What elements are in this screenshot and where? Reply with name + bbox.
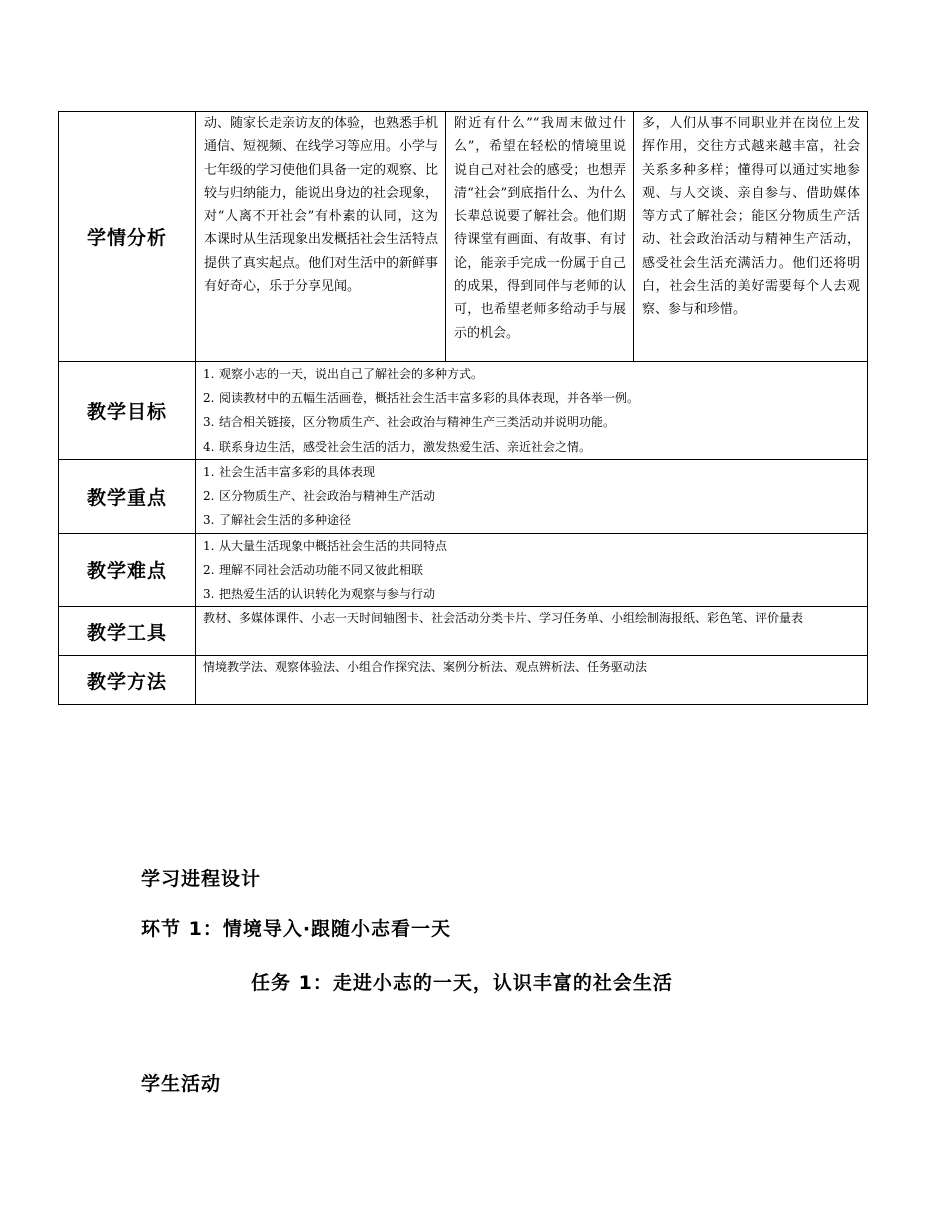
row-key-points — [59, 460, 868, 534]
row-teaching-methods — [59, 656, 868, 705]
key-points-cell — [196, 460, 868, 534]
list-item: 3. 了解社会生活的多种途径 — [203, 513, 352, 528]
tools-cell: 教材、多媒体课件、小志一天时间轴图卡、社会活动分类卡片、学习任务单、小组绘制海报纸、彩色笔、评价量表 — [196, 607, 868, 656]
analysis-cell-3: 多，人们从事不同职业并在岗位上发挥作用，交往方式越来越丰富，社会关系多种多样；懂得可以通过实地参观、与人交谈、亲自参与、借助媒体等方式了解社会；能区分物质生产活动、社会政治活动与精神生产活动，感受社会生活充满活力。他们还将明白，社会生活的美好需要每个人去观察、参与和珍惜。 — [634, 112, 868, 362]
difficulties-cell — [196, 533, 868, 607]
list-item: 2. 理解不同社会活动功能不同又彼此相联 — [203, 562, 424, 577]
row-label: 学情分析 — [59, 112, 196, 362]
list-item: 3. 结合相关链接，区分物质生产、社会政治与精神生产三类活动并说明功能。 — [203, 415, 616, 430]
row-teaching-tools — [59, 607, 868, 656]
list-item: 3. 把热爱生活的认识转化为观察与参与行动 — [203, 587, 436, 602]
list-item: 1. 从大量生活现象中概括社会生活的共同特点 — [203, 538, 448, 553]
task-heading: 任务 1：走进小志的一天，认识丰富的社会生活 — [251, 972, 673, 994]
methods-cell: 情境教学法、观察体验法、小组合作探究法、案例分析法、观点辨析法、任务驱动法 — [196, 656, 868, 705]
row-label: 教学方法 — [59, 656, 196, 705]
stage-heading: 环节 1：情境导入·跟随小志看一天 — [141, 918, 452, 940]
row-learner-analysis — [59, 112, 868, 362]
lesson-plan-table — [58, 111, 868, 705]
row-label: 教学目标 — [59, 362, 196, 460]
student-activity-heading: 学生活动 — [141, 1073, 222, 1095]
list-item: 4. 联系身边生活，感受社会生活的活力，激发热爱生活、亲近社会之情。 — [203, 439, 592, 454]
analysis-cell-1: 动、随家长走亲访友的体验，也熟悉手机通信、短视频、在线学习等应用。小学与七年级的学习使他们具备一定的观察、比较与归纳能力，能说出身边的社会现象，对“人离不开社会”有朴素的认同，这为本课时从生活现象出发概括社会生活特点提供了真实起点。他们对生活中的新鲜事有好奇心，乐于分享见闻。 — [196, 112, 446, 362]
row-label: 教学难点 — [59, 533, 196, 607]
section-heading-design: 学习进程设计 — [141, 868, 262, 890]
row-difficulties — [59, 533, 868, 607]
analysis-cell-2: 附近有什么”“我周末做过什么”，希望在轻松的情境里说说自己对社会的感受；也想弄清“社会”到底指什么、为什么长辈总说要了解社会。他们期待课堂有画面、有故事、有讨论，能亲手完成一份属于自己的成果，得到同伴与老师的认可，也希望老师多给动手与展示的机会。 — [446, 112, 634, 362]
list-item: 2. 区分物质生产、社会政治与精神生产活动 — [203, 489, 436, 504]
list-item: 1. 社会生活丰富多彩的具体表现 — [203, 465, 376, 479]
row-label: 教学工具 — [59, 607, 196, 656]
row-label: 教学重点 — [59, 460, 196, 534]
row-teaching-goals — [59, 362, 868, 460]
goals-cell — [196, 362, 868, 460]
list-item: 1. 观察小志的一天，说出自己了解社会的多种方式。 — [203, 367, 484, 381]
list-item: 2. 阅读教材中的五幅生活画卷，概括社会生活丰富多彩的具体表现，并各举一例。 — [203, 391, 640, 406]
